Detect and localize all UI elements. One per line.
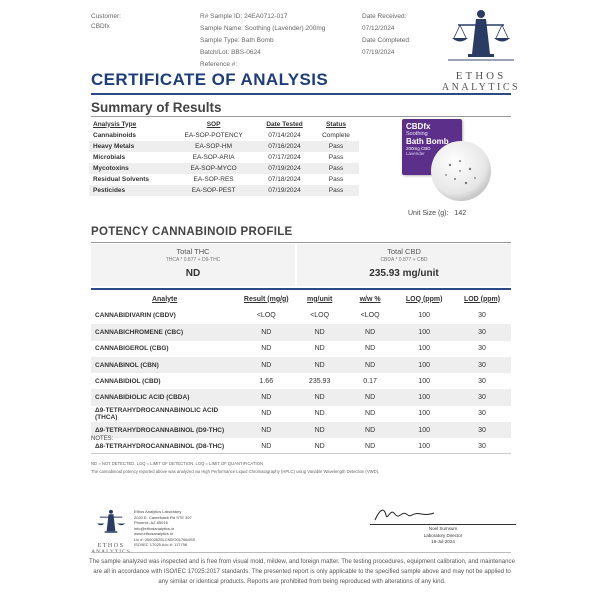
sample-id: R# Sample ID: 24EA0712-017 — [200, 13, 288, 20]
signer-name: Noel Sumsum — [428, 526, 458, 531]
total-thc-box — [91, 244, 295, 286]
logo-line1: ETHOS — [455, 70, 507, 82]
customer-value: CBDfx — [91, 23, 110, 30]
title-divider — [91, 93, 511, 95]
table-row: CANNABINOL (CBN) ND ND ND 100 30 — [91, 357, 511, 373]
product-image — [390, 115, 505, 210]
total-thc-formula: THCA * 0.877 + D9-THC — [165, 257, 221, 263]
batch-lot: Batch/Lot: BBS-0624 — [200, 49, 261, 56]
table-row: Pesticides EA-SOP-PEST 07/19/2024 Pass — [89, 185, 359, 196]
table-row: CANNABIDIOLIC ACID (CBDA) ND ND ND 100 30 — [91, 389, 511, 405]
lab-website: www.ethosanalytics.io — [134, 531, 174, 536]
product-line2: Bath Bomb — [406, 137, 449, 146]
signer-block — [370, 526, 516, 546]
footer-divider — [91, 552, 511, 553]
notes-divider — [91, 453, 511, 454]
col-sop: SOP — [206, 120, 221, 128]
col-analysis-type: Analysis Type — [93, 120, 137, 128]
notes-label: NOTES: — [91, 436, 114, 442]
col-ww: w/w % — [359, 295, 381, 303]
date-completed-label: Date Completed: — [362, 37, 411, 44]
sample-info — [200, 11, 325, 71]
potency-bar — [91, 288, 511, 290]
footer-logo — [90, 508, 132, 556]
table-row: Δ9-TETRAHYDROCANNABINOL (D9-THC) ND ND ND 100 30 — [91, 422, 511, 438]
bath-bomb-illustration — [430, 135, 492, 205]
table-row: Δ8-TETRAHYDROCANNABINOL (D8-THC) ND ND ND 100 30 — [95, 443, 486, 451]
table-row: CANNABIGEROL (CBG) ND ND ND 100 30 — [95, 345, 486, 353]
ethos-logo — [438, 8, 524, 93]
scales-of-justice-icon — [438, 8, 524, 66]
table-row: Δ9-TETRAHYDROCANNABINOLIC ACID (THCA) ND ND ND 100 30 — [95, 406, 486, 421]
reference: Reference #: — [200, 61, 238, 68]
scales-of-justice-icon — [90, 508, 132, 538]
product-brand: CBDfx — [406, 122, 431, 131]
date-received: 07/12/2024 — [362, 25, 395, 32]
footer-logo-line1: ETHOS — [97, 543, 125, 549]
product-strength: 200mg CBD — [406, 146, 431, 151]
total-thc-value: ND — [185, 268, 201, 279]
lab-iso: ISO/IEC 17025 Acc #: 117796 — [134, 542, 188, 547]
table-row: Residual Solvents EA-SOP-RES 07/18/2024 Pass — [93, 176, 344, 183]
unit-size-value: 142 — [454, 210, 467, 217]
footnote-abbreviations: ND = NOT DETECTED, LOQ = LIMIT OF DETECTION, LOQ = LIMIT OF QUANTIFICATION — [91, 461, 263, 466]
product-line1: Soothing — [406, 131, 428, 137]
table-row: CANNABIDIOL (CBD) 1.66 235.93 0.17 100 30 — [95, 377, 486, 385]
total-cbd-formula: CBDA * 0.877 + CBD — [380, 257, 428, 263]
logo-line2: ANALYTICS — [441, 82, 521, 93]
total-cbd-value: 235.93 mg/unit — [369, 268, 439, 279]
total-thc-label: Total THC — [176, 247, 210, 256]
potency-table — [91, 291, 511, 455]
col-mg-unit: mg/unit — [307, 295, 333, 303]
table-row: Mycotoxins EA-SOP-MYCO 07/19/2024 Pass — [89, 163, 359, 174]
table-row: CANNABICHROMENE (CBC) ND ND ND 100 30 — [91, 324, 511, 341]
col-status: Status — [326, 120, 346, 128]
signature-line — [370, 524, 516, 525]
page-title: CERTIFICATE OF ANALYSIS — [91, 70, 329, 89]
col-lod: LOD (ppm) — [463, 295, 501, 303]
potency-divider — [91, 242, 511, 243]
dates — [362, 11, 411, 59]
table-row: Microbials EA-SOP-ARIA 07/17/2024 Pass — [93, 154, 344, 161]
summary-heading: Summary of Results — [91, 100, 222, 115]
lab-info — [134, 509, 195, 548]
table-row: Heavy Metals EA-SOP-HM 07/16/2024 Pass — [89, 141, 359, 152]
lab-name: Ethos Analytics Laboratory — [134, 509, 182, 514]
signer-title: Laboratory Director — [423, 532, 463, 538]
col-date-tested: Date Tested — [266, 120, 303, 128]
unit-size-label: Unit Size (g): — [408, 210, 449, 217]
lab-address1: 2020 E. Camelback Rd STE 397 — [134, 514, 192, 520]
customer-label: Customer: — [91, 13, 121, 20]
total-cbd-box — [297, 244, 511, 286]
date-received-label: Date Received: — [362, 13, 407, 20]
col-result: Result (mg/g) — [243, 295, 289, 303]
summary-table — [89, 118, 359, 196]
footnote-method: The cannabinoid potency reported above was analyzed via High Performance Liquid Chromatography (HPLC) using Variable Wavelength Detection (VWD). — [91, 469, 380, 474]
potency-heading: POTENCY CANNABINOID PROFILE — [91, 226, 293, 238]
unit-size — [408, 210, 466, 217]
table-row: Cannabinoids EA-SOP-POTENCY 07/14/2024 Complete — [93, 132, 350, 139]
col-loq: LOQ (ppm) — [405, 295, 443, 303]
sample-name: Sample Name: Soothing (Lavender) 200mg — [200, 25, 326, 32]
signer-date: 19-Jul-2024 — [431, 539, 455, 544]
disclaimer: The sample analyzed was inspected and is free from visual mold, mildew, and foreign matter. The testing procedures, equipment calibration, and maintenance are all in accordance with ISO/IEC 17025:2017 standards. The presented report is only applicable to the specified sample above and may not be applied to any similar or identical products. Reports are prohibited from being reproduced with alterations of any kind. — [88, 558, 515, 585]
lab-license: Lic #: 00002625LCNDO017664SS — [134, 536, 196, 542]
lab-address2: Phoenix, AZ 85016 — [134, 520, 168, 525]
table-row: CANNABIDIVARIN (CBDV) <LOQ <LOQ <LOQ 100 30 — [91, 307, 511, 324]
date-completed: 07/19/2024 — [362, 49, 395, 56]
col-analyte: Analyte — [151, 295, 178, 303]
product-flavor: Lavender — [406, 151, 425, 156]
total-cbd-label: Total CBD — [387, 247, 421, 256]
lab-email: info@ethosanalytics.io — [134, 525, 175, 531]
sample-type: Sample Type: Bath Bomb — [200, 37, 274, 44]
signature — [372, 505, 438, 525]
